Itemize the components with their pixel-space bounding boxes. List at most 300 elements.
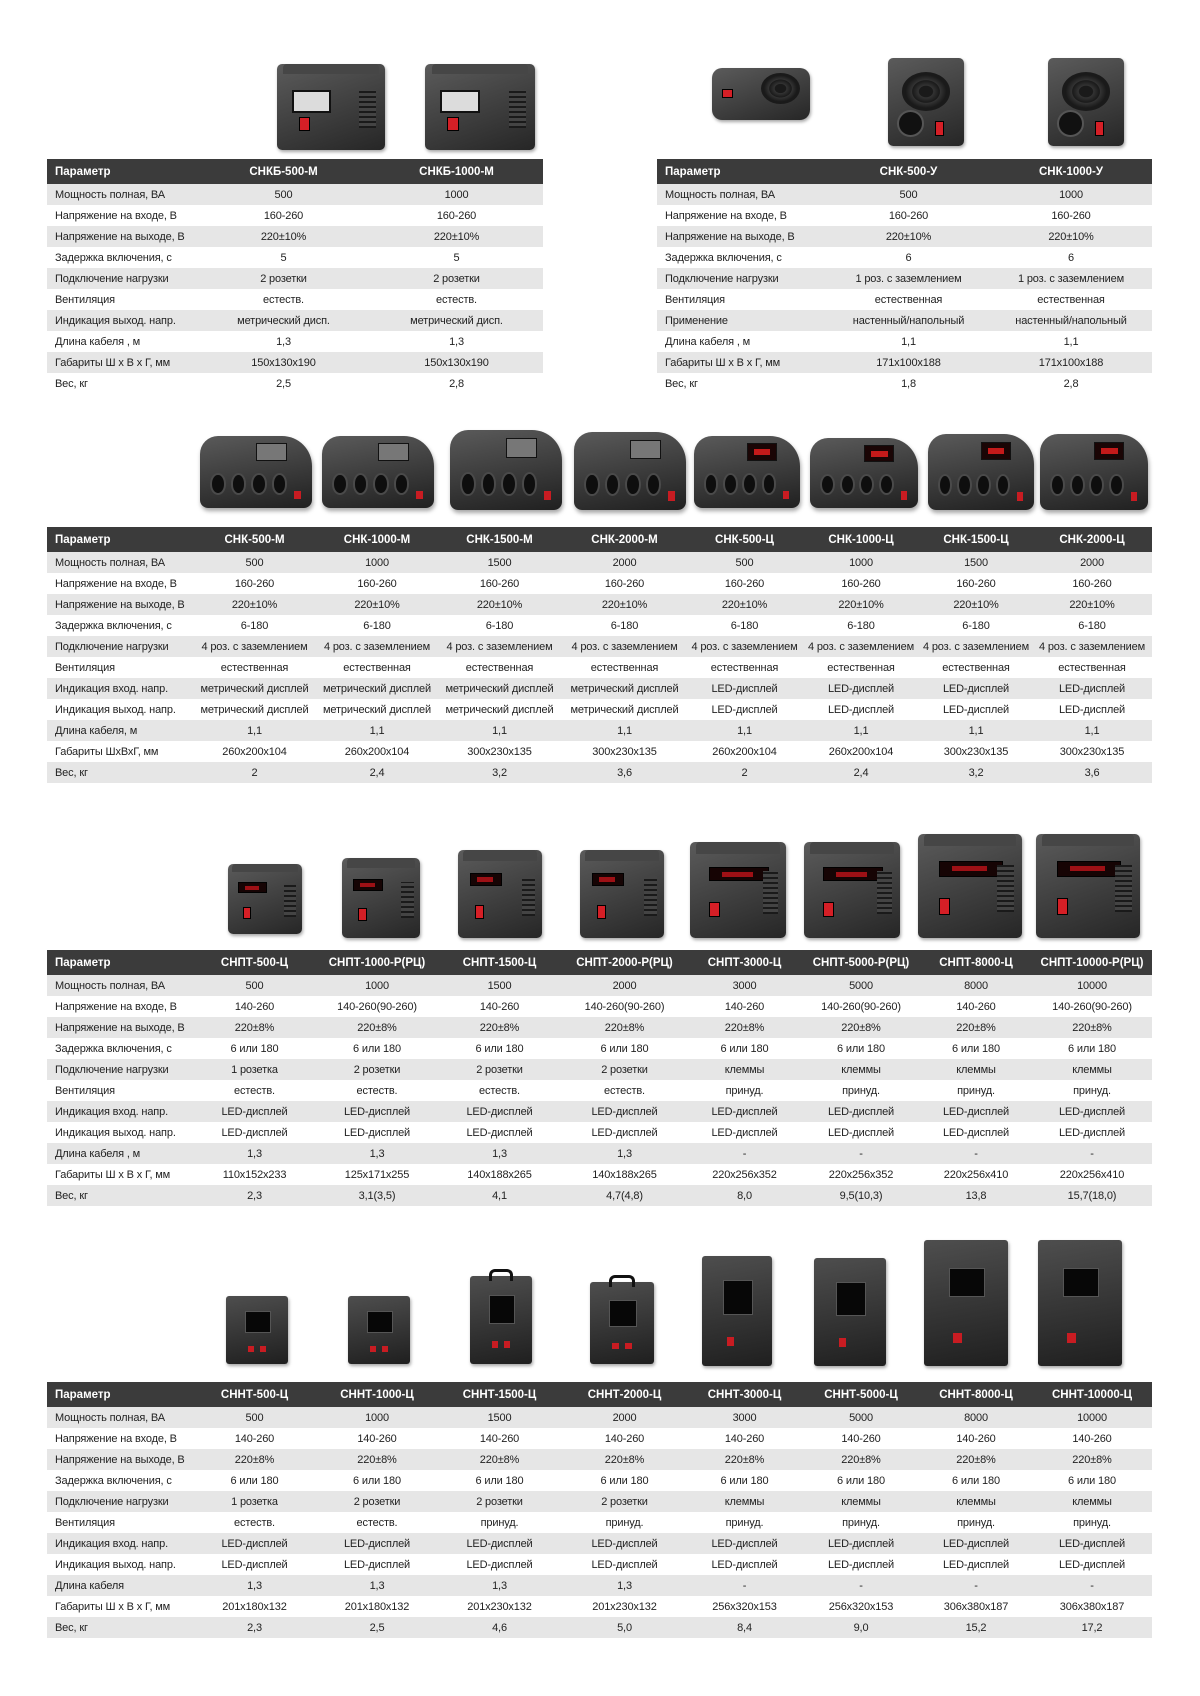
table-row — [47, 1122, 1152, 1143]
value-cell: - — [1032, 1575, 1152, 1596]
table-row — [47, 1533, 1152, 1554]
value-cell: принуд. — [1032, 1080, 1152, 1101]
value-cell: LED-дисплей — [317, 1533, 437, 1554]
value-cell: 8,0 — [687, 1185, 802, 1206]
value-cell: - — [1032, 1143, 1152, 1164]
value-cell: LED-дисплей — [802, 1122, 920, 1143]
parameter-name-cell: Напряжение на входе, В — [47, 573, 192, 594]
value-cell: 500 — [197, 184, 370, 205]
value-cell: LED-дисплей — [1032, 699, 1152, 720]
column-header-model: СННТ-10000-Ц — [1032, 1382, 1152, 1407]
value-cell: LED-дисплей — [317, 1554, 437, 1575]
value-cell: 110x152x233 — [192, 1164, 317, 1185]
value-cell: 1 розетка — [192, 1059, 317, 1080]
product-image-snk-1000-u — [1048, 58, 1124, 146]
parameter-name-cell: Индикация вход. напр. — [47, 1101, 192, 1122]
value-cell: 1,1 — [687, 720, 802, 741]
product-image-snk-1500-c — [928, 434, 1034, 510]
value-cell: LED-дисплей — [802, 1533, 920, 1554]
column-header-model: СНПТ-10000-Р(РЦ) — [1032, 950, 1152, 975]
value-cell: естественная — [192, 657, 317, 678]
parameter-name-cell: Габариты ШхВхГ, мм — [47, 741, 192, 762]
value-cell: 6 или 180 — [802, 1470, 920, 1491]
value-cell: естеств. — [192, 1512, 317, 1533]
value-cell: 2000 — [562, 1407, 687, 1428]
value-cell: 220±10% — [317, 594, 437, 615]
product-image-snk-500-c — [694, 436, 800, 508]
value-cell: 140-260(90-260) — [802, 996, 920, 1017]
product-image-snk-1500-m — [450, 430, 562, 510]
value-cell: 160-260 — [197, 205, 370, 226]
value-cell: 2,5 — [317, 1617, 437, 1638]
value-cell: 6-180 — [687, 615, 802, 636]
parameter-name-cell: Применение — [657, 310, 827, 331]
parameter-name-cell: Вес, кг — [47, 373, 197, 394]
parameter-name-cell: Вес, кг — [47, 762, 192, 783]
parameter-name-cell: Длина кабеля , м — [657, 331, 827, 352]
product-image-snpt-5000 — [804, 842, 900, 938]
value-cell: LED-дисплей — [920, 1554, 1032, 1575]
column-header-model: СНПТ-8000-Ц — [920, 950, 1032, 975]
value-cell: 1,3 — [370, 331, 543, 352]
table-row — [47, 1407, 1152, 1428]
value-cell: 220±8% — [562, 1449, 687, 1470]
table-header-row — [47, 1382, 1152, 1407]
value-cell: 220±10% — [562, 594, 687, 615]
table-row — [47, 205, 543, 226]
value-cell: 10000 — [1032, 1407, 1152, 1428]
value-cell: 2 розетки — [437, 1491, 562, 1512]
table-row — [47, 1512, 1152, 1533]
value-cell: 500 — [827, 184, 990, 205]
value-cell: 306x380x187 — [920, 1596, 1032, 1617]
value-cell: LED-дисплей — [802, 699, 920, 720]
value-cell: 6 или 180 — [1032, 1470, 1152, 1491]
value-cell: 3,2 — [920, 762, 1032, 783]
table-header-row — [47, 159, 543, 184]
value-cell: 220±10% — [192, 594, 317, 615]
table-row — [47, 975, 1152, 996]
value-cell: 6 или 180 — [920, 1470, 1032, 1491]
value-cell: - — [687, 1143, 802, 1164]
value-cell: LED-дисплей — [920, 678, 1032, 699]
value-cell: естественная — [920, 657, 1032, 678]
parameter-name-cell: Длина кабеля , м — [47, 331, 197, 352]
value-cell: 2000 — [562, 975, 687, 996]
column-header-model: СННТ-8000-Ц — [920, 1382, 1032, 1407]
value-cell: 1,3 — [437, 1143, 562, 1164]
product-image-snpt-10000 — [1036, 834, 1140, 938]
value-cell: 4,6 — [437, 1617, 562, 1638]
value-cell: 1,1 — [1032, 720, 1152, 741]
value-cell: естественная — [562, 657, 687, 678]
value-cell: 5 — [370, 247, 543, 268]
spec-table — [47, 527, 1152, 783]
value-cell: LED-дисплей — [687, 1554, 802, 1575]
table-row — [47, 636, 1152, 657]
value-cell: 260x200x104 — [192, 741, 317, 762]
parameter-name-cell: Задержка включения, с — [47, 1470, 192, 1491]
column-header-parameter: Параметр — [47, 1382, 192, 1407]
value-cell: 4 роз. с заземлением — [802, 636, 920, 657]
value-cell: 220±8% — [1032, 1017, 1152, 1038]
column-header-model: СНПТ-1500-Ц — [437, 950, 562, 975]
table-row — [47, 373, 543, 394]
value-cell: LED-дисплей — [192, 1101, 317, 1122]
value-cell: 500 — [192, 1407, 317, 1428]
value-cell: 1 роз. с заземлением — [990, 268, 1152, 289]
parameter-name-cell: Габариты Ш х В х Г, мм — [657, 352, 827, 373]
column-header-model: СННТ-3000-Ц — [687, 1382, 802, 1407]
parameter-name-cell: Вес, кг — [657, 373, 827, 394]
value-cell: 2,3 — [192, 1185, 317, 1206]
table-header-row — [47, 950, 1152, 975]
value-cell: принуд. — [562, 1512, 687, 1533]
spec-table — [47, 950, 1152, 1206]
value-cell: 220±10% — [437, 594, 562, 615]
value-cell: 2,8 — [370, 373, 543, 394]
value-cell: 2,4 — [317, 762, 437, 783]
product-image-snk-1000-c — [810, 438, 918, 508]
product-image-snk-500-u-floor — [712, 68, 810, 120]
value-cell: 201x180x132 — [317, 1596, 437, 1617]
parameter-name-cell: Напряжение на выходе, В — [47, 1449, 192, 1470]
value-cell: 1000 — [370, 184, 543, 205]
value-cell: LED-дисплей — [1032, 1554, 1152, 1575]
column-header-model: СНПТ-3000-Ц — [687, 950, 802, 975]
parameter-name-cell: Задержка включения, с — [47, 1038, 192, 1059]
parameter-name-cell: Подключение нагрузки — [47, 636, 192, 657]
value-cell: LED-дисплей — [437, 1101, 562, 1122]
value-cell: 2,8 — [990, 373, 1152, 394]
table-row — [47, 268, 543, 289]
value-cell: 6 или 180 — [192, 1038, 317, 1059]
value-cell: LED-дисплей — [562, 1101, 687, 1122]
table-snkb — [47, 159, 543, 394]
product-image-snnt-1500 — [470, 1276, 532, 1364]
value-cell: 6 или 180 — [562, 1470, 687, 1491]
parameter-name-cell: Задержка включения, с — [657, 247, 827, 268]
value-cell: 220x256x352 — [802, 1164, 920, 1185]
parameter-name-cell: Вентиляция — [47, 657, 192, 678]
product-image-snk-500-u — [888, 58, 964, 146]
value-cell: принуд. — [687, 1080, 802, 1101]
value-cell: 4 роз. с заземлением — [687, 636, 802, 657]
parameter-name-cell: Индикация вход. напр. — [47, 1533, 192, 1554]
value-cell: естеств. — [192, 1080, 317, 1101]
value-cell: 1,3 — [197, 331, 370, 352]
value-cell: 3,6 — [562, 762, 687, 783]
value-cell: 13,8 — [920, 1185, 1032, 1206]
table-snk-u — [657, 159, 1152, 394]
value-cell: 256x320x153 — [687, 1596, 802, 1617]
table-row — [47, 1575, 1152, 1596]
value-cell: естеств. — [437, 1080, 562, 1101]
value-cell: 2 розетки — [317, 1059, 437, 1080]
value-cell: 300x230x135 — [920, 741, 1032, 762]
value-cell: LED-дисплей — [1032, 1101, 1152, 1122]
value-cell: 6 или 180 — [1032, 1038, 1152, 1059]
value-cell: LED-дисплей — [802, 1101, 920, 1122]
product-image-snk-1000-m — [322, 436, 434, 508]
value-cell: 1500 — [437, 975, 562, 996]
product-image-snnt-5000 — [814, 1258, 886, 1366]
value-cell: 220x256x410 — [920, 1164, 1032, 1185]
value-cell: 1,8 — [827, 373, 990, 394]
parameter-name-cell: Напряжение на выходе, В — [657, 226, 827, 247]
table-row — [657, 310, 1152, 331]
value-cell: 220±8% — [317, 1017, 437, 1038]
value-cell: 4 роз. с заземлением — [317, 636, 437, 657]
value-cell: 260x200x104 — [687, 741, 802, 762]
table-row — [47, 310, 543, 331]
table-row — [47, 594, 1152, 615]
value-cell: 220±8% — [920, 1449, 1032, 1470]
value-cell: LED-дисплей — [687, 1122, 802, 1143]
value-cell: 220±8% — [192, 1449, 317, 1470]
table-row — [657, 352, 1152, 373]
product-image-snnt-500 — [226, 1296, 288, 1364]
value-cell: 4,1 — [437, 1185, 562, 1206]
value-cell: естественная — [1032, 657, 1152, 678]
value-cell: 4 роз. с заземлением — [192, 636, 317, 657]
column-header-model: СНК-2000-М — [562, 527, 687, 552]
value-cell: клеммы — [1032, 1059, 1152, 1080]
value-cell: 300x230x135 — [437, 741, 562, 762]
value-cell: 140-260 — [920, 996, 1032, 1017]
value-cell: LED-дисплей — [1032, 1533, 1152, 1554]
column-header-model: СНК-500-М — [192, 527, 317, 552]
value-cell: 6 или 180 — [802, 1038, 920, 1059]
value-cell: 300x230x135 — [562, 741, 687, 762]
column-header-model: СНПТ-5000-Р(РЦ) — [802, 950, 920, 975]
value-cell: клеммы — [802, 1059, 920, 1080]
value-cell: 160-260 — [192, 573, 317, 594]
value-cell: настенный/напольный — [827, 310, 990, 331]
product-image-snnt-10000 — [1038, 1240, 1122, 1366]
column-header-model: СНПТ-1000-Р(РЦ) — [317, 950, 437, 975]
value-cell: LED-дисплей — [687, 699, 802, 720]
value-cell: LED-дисплей — [687, 1533, 802, 1554]
value-cell: 1,1 — [317, 720, 437, 741]
spec-table — [657, 159, 1152, 394]
table-row — [47, 996, 1152, 1017]
column-header-parameter: Параметр — [47, 527, 192, 552]
value-cell: 1 роз. с заземлением — [827, 268, 990, 289]
column-header-parameter: Параметр — [47, 950, 192, 975]
value-cell: 140-260 — [687, 1428, 802, 1449]
value-cell: 6 или 180 — [437, 1038, 562, 1059]
value-cell: естеств. — [370, 289, 543, 310]
value-cell: 2 розетки — [197, 268, 370, 289]
value-cell: 220±8% — [192, 1017, 317, 1038]
value-cell: 1000 — [317, 1407, 437, 1428]
parameter-name-cell: Индикация выход. напр. — [47, 310, 197, 331]
value-cell: метрический дисплей — [437, 678, 562, 699]
value-cell: 2,3 — [192, 1617, 317, 1638]
value-cell: 220±8% — [687, 1449, 802, 1470]
value-cell: 306x380x187 — [1032, 1596, 1152, 1617]
value-cell: клеммы — [920, 1059, 1032, 1080]
value-cell: 160-260 — [317, 573, 437, 594]
table-header-row — [657, 159, 1152, 184]
value-cell: 140x188x265 — [562, 1164, 687, 1185]
table-row — [47, 1059, 1152, 1080]
column-header-model: СНК-1500-М — [437, 527, 562, 552]
value-cell: 3000 — [687, 975, 802, 996]
value-cell: 5000 — [802, 975, 920, 996]
value-cell: 220±8% — [317, 1449, 437, 1470]
value-cell: 125x171x255 — [317, 1164, 437, 1185]
table-snnt — [47, 1382, 1152, 1638]
value-cell: 15,7(18,0) — [1032, 1185, 1152, 1206]
value-cell: 1,1 — [437, 720, 562, 741]
value-cell: LED-дисплей — [192, 1533, 317, 1554]
table-row — [47, 352, 543, 373]
value-cell: 220±8% — [802, 1449, 920, 1470]
value-cell: метрический дисплей — [317, 678, 437, 699]
value-cell: естественная — [437, 657, 562, 678]
value-cell: 171x100x188 — [827, 352, 990, 373]
table-row — [47, 1164, 1152, 1185]
value-cell: LED-дисплей — [920, 1101, 1032, 1122]
value-cell: 220±10% — [802, 594, 920, 615]
value-cell: 140-260(90-260) — [562, 996, 687, 1017]
value-cell: 6-180 — [802, 615, 920, 636]
parameter-name-cell: Напряжение на входе, В — [47, 205, 197, 226]
value-cell: LED-дисплей — [920, 1122, 1032, 1143]
product-image-snk-500-m — [200, 436, 312, 508]
column-header-model: СНК-1000-У — [990, 159, 1152, 184]
value-cell: 260x200x104 — [317, 741, 437, 762]
value-cell: 6 или 180 — [687, 1038, 802, 1059]
value-cell: LED-дисплей — [920, 699, 1032, 720]
parameter-name-cell: Вентиляция — [47, 289, 197, 310]
value-cell: 1,1 — [562, 720, 687, 741]
table-row — [657, 226, 1152, 247]
parameter-name-cell: Напряжение на выходе, В — [47, 594, 192, 615]
value-cell: 220±10% — [990, 226, 1152, 247]
table-row — [47, 1617, 1152, 1638]
value-cell: 4,7(4,8) — [562, 1185, 687, 1206]
value-cell: 220±8% — [562, 1017, 687, 1038]
value-cell: 220±8% — [437, 1017, 562, 1038]
column-header-parameter: Параметр — [47, 159, 197, 184]
value-cell: 5,0 — [562, 1617, 687, 1638]
value-cell: 171x100x188 — [990, 352, 1152, 373]
value-cell: 160-260 — [562, 573, 687, 594]
spec-table — [47, 159, 543, 394]
value-cell: принуд. — [920, 1080, 1032, 1101]
value-cell: метрический дисплей — [192, 678, 317, 699]
column-header-model: СНК-2000-Ц — [1032, 527, 1152, 552]
value-cell: 260x200x104 — [802, 741, 920, 762]
value-cell: 9,5(10,3) — [802, 1185, 920, 1206]
value-cell: клеммы — [920, 1491, 1032, 1512]
table-snpt — [47, 950, 1152, 1206]
value-cell: 1,1 — [192, 720, 317, 741]
table-row — [47, 1101, 1152, 1122]
value-cell: 201x230x132 — [437, 1596, 562, 1617]
table-row — [657, 331, 1152, 352]
product-image-snnt-3000 — [702, 1256, 772, 1366]
parameter-name-cell: Мощность полная, ВА — [47, 975, 192, 996]
value-cell: 17,2 — [1032, 1617, 1152, 1638]
value-cell: 3,6 — [1032, 762, 1152, 783]
value-cell: метрический дисп. — [370, 310, 543, 331]
value-cell: 1,3 — [437, 1575, 562, 1596]
value-cell: 220±8% — [920, 1017, 1032, 1038]
value-cell: 140-260 — [687, 996, 802, 1017]
product-image-snpt-1000 — [342, 858, 420, 938]
table-row — [657, 184, 1152, 205]
value-cell: естеств. — [197, 289, 370, 310]
value-cell: 1000 — [990, 184, 1152, 205]
value-cell: 6-180 — [920, 615, 1032, 636]
table-row — [47, 184, 543, 205]
column-header-model: СНПТ-500-Ц — [192, 950, 317, 975]
value-cell: 500 — [192, 975, 317, 996]
table-row — [47, 1185, 1152, 1206]
value-cell: 1500 — [437, 552, 562, 573]
product-image-snnt-2000 — [590, 1282, 654, 1364]
value-cell: 220±10% — [197, 226, 370, 247]
value-cell: 201x230x132 — [562, 1596, 687, 1617]
value-cell: 3,2 — [437, 762, 562, 783]
table-row — [657, 289, 1152, 310]
value-cell: 220x256x352 — [687, 1164, 802, 1185]
value-cell: принуд. — [437, 1512, 562, 1533]
product-image-snk-2000-c — [1040, 434, 1148, 510]
value-cell: 160-260 — [687, 573, 802, 594]
value-cell: метрический дисплей — [562, 699, 687, 720]
parameter-name-cell: Задержка включения, с — [47, 615, 192, 636]
parameter-name-cell: Мощность полная, ВА — [47, 552, 192, 573]
value-cell: 6 — [990, 247, 1152, 268]
value-cell: 5000 — [802, 1407, 920, 1428]
column-header-model: СННТ-1000-Ц — [317, 1382, 437, 1407]
value-cell: LED-дисплей — [437, 1122, 562, 1143]
value-cell: 6-180 — [192, 615, 317, 636]
value-cell: 10000 — [1032, 975, 1152, 996]
parameter-name-cell: Мощность полная, ВА — [47, 1407, 192, 1428]
product-image-snkb-1000 — [425, 64, 535, 150]
value-cell: - — [920, 1143, 1032, 1164]
value-cell: 1500 — [920, 552, 1032, 573]
value-cell: 2 розетки — [562, 1059, 687, 1080]
value-cell: настенный/напольный — [990, 310, 1152, 331]
parameter-name-cell: Индикация вход. напр. — [47, 678, 192, 699]
table-row — [47, 741, 1152, 762]
value-cell: LED-дисплей — [192, 1554, 317, 1575]
value-cell: 220±8% — [802, 1017, 920, 1038]
value-cell: - — [802, 1143, 920, 1164]
table-row — [47, 247, 543, 268]
parameter-name-cell: Вес, кг — [47, 1617, 192, 1638]
value-cell: клеммы — [802, 1491, 920, 1512]
table-row — [47, 552, 1152, 573]
value-cell: клеммы — [1032, 1491, 1152, 1512]
value-cell: 150x130x190 — [197, 352, 370, 373]
value-cell: метрический дисплей — [437, 699, 562, 720]
spec-table — [47, 1382, 1152, 1638]
table-header-row — [47, 527, 1152, 552]
value-cell: 160-260 — [802, 573, 920, 594]
value-cell: 6 или 180 — [920, 1038, 1032, 1059]
value-cell: 4 роз. с заземлением — [920, 636, 1032, 657]
value-cell: LED-дисплей — [687, 678, 802, 699]
value-cell: естественная — [687, 657, 802, 678]
